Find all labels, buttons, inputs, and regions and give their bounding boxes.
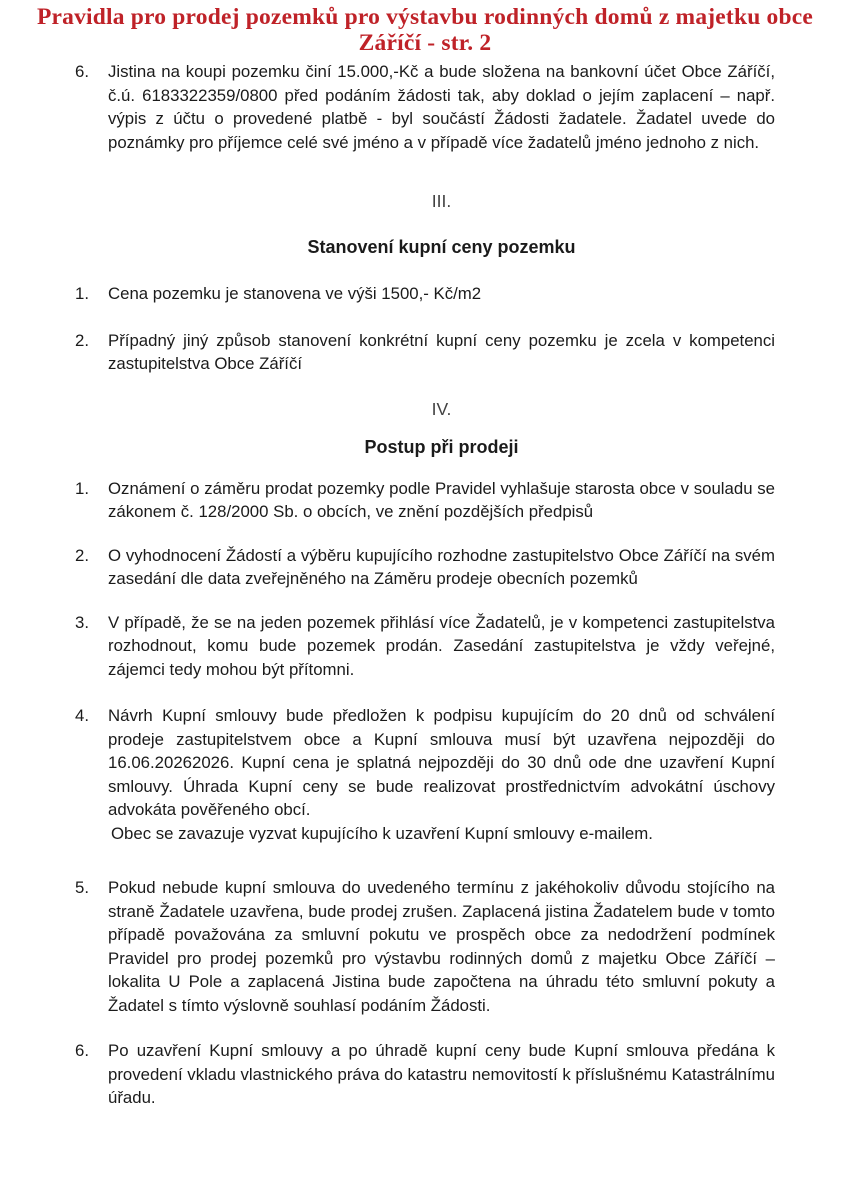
list-item-iv-5 bbox=[75, 876, 775, 1017]
document-title bbox=[0, 4, 850, 56]
list-item-iv-6 bbox=[75, 1039, 775, 1110]
list-item-text: Návrh Kupní smlouvy bude předložen k podpisu kupujícím do 20 dnů od schválení prodeje zastupitelstvem obce a Kupní smlouva musí být uzavřena nejpozději do 16.06.20262026. Kupní cena je splatná nejpozději do 30 dnů ode dne uzavření Kupní smlouvy. Úhrada Kupní ceny se bude realizovat prostřednictvím advokátní úschovy advokáta pověřeného obcí. bbox=[108, 706, 775, 819]
list-item-number: 2. bbox=[75, 330, 89, 350]
list-item-iii-1 bbox=[75, 282, 775, 306]
list-item-number: 4. bbox=[75, 706, 89, 725]
document-title-line-1: Pravidla pro prodej pozemků pro výstavbu rodinných domů z majetku obce bbox=[36, 4, 814, 30]
section-iii-numeral: III. bbox=[431, 191, 452, 211]
list-item-text: Oznámení o záměru prodat pozemky podle Pravidel vyhlašuje starosta obce v souladu se zákonem č. 128/2000 Sb. o obcích, ve znění pozdějších předpisů bbox=[108, 478, 775, 521]
list-item-iv-3 bbox=[75, 611, 775, 682]
list-item-iv-4 bbox=[75, 704, 775, 845]
list-item-text: O vyhodnocení Žádostí a výběru kupujícího rozhodne zastupitelstvo Obce Záříčí na svém zasedání dle data zveřejněného na Záměru prodeje obecních pozemků bbox=[108, 545, 775, 588]
list-item-text: Jistina na koupi pozemku činí 15.000,-Kč a bude složena na bankovní účet Obce Záříčí, č.ú. 6183322359/0800 před podáním žádosti tak, aby doklad o jejím zaplacení – např. výpis z účtu o provedené platbě - byl součástí Žádosti žadatele. Žadatel uvede do poznámky pro příjemce celé své jméno a v případě více žadatelů jméno jednoho z nich. bbox=[108, 62, 775, 152]
list-item-number: 1. bbox=[75, 478, 89, 498]
list-item-number: 5. bbox=[75, 878, 89, 897]
section-iv-heading: Postup při prodeji bbox=[364, 437, 519, 457]
list-item-number: 1. bbox=[75, 284, 89, 303]
list-item-number: 2. bbox=[75, 545, 89, 565]
list-item-iv-1 bbox=[75, 477, 775, 524]
list-item-number: 6. bbox=[75, 1041, 89, 1060]
list-item-number: 6. bbox=[75, 62, 89, 81]
list-item-intro-6 bbox=[75, 60, 775, 154]
document-body bbox=[75, 60, 775, 1110]
document-title-line-2: Záříčí - str. 2 bbox=[358, 30, 492, 56]
list-item-iv-2 bbox=[75, 544, 775, 591]
list-item-iii-2 bbox=[75, 329, 775, 376]
list-item-text: Případný jiný způsob stanovení konkrétní kupní ceny pozemku je zcela v kompetenci zastupitelstva Obce Záříčí bbox=[108, 330, 775, 373]
list-item-number: 3. bbox=[75, 612, 89, 632]
list-item-text: Pokud nebude kupní smlouva do uvedeného termínu z jakéhokoliv důvodu stojícího na straně Žadatele uzavřena, bude prodej zrušen. Zaplacená jistina Žadatelem bude v tomto případě považována za smluvní pokutu ve prospěch obce za nedodržení podmínek Pravidel pro prodej pozemků pro výstavbu rodinných domů z majetku Obce Záříčí – lokalita U Pole a zaplacená Jistina bude započtena na úhradu této smluvní pokuty a Žadatel s tímto výslovně souhlasí podáním Žádosti. bbox=[108, 878, 775, 1015]
list-item-text: Po uzavření Kupní smlouvy a po úhradě kupní ceny bude Kupní smlouva předána k provedení vkladu vlastnického práva do katastru nemovitostí k příslušnému Katastrálnímu úřadu. bbox=[108, 1041, 775, 1107]
list-item-text: V případě, že se na jeden pozemek přihlásí více Žadatelů, je v kompetenci zastupitelstva rozhodnout, komu bude pozemek prodán. Zasedání zastupitelstva je vždy veřejné, zájemci tedy mohou být přítomni. bbox=[108, 612, 775, 679]
section-iii-heading: Stanovení kupní ceny pozemku bbox=[307, 236, 576, 257]
list-item-text: Cena pozemku je stanovena ve výši 1500,- Kč/m2 bbox=[108, 284, 482, 303]
list-item-note: Obec se zavazuje vyzvat kupujícího k uzavření Kupní smlouvy e-mailem. bbox=[111, 823, 653, 843]
section-iv-numeral: IV. bbox=[431, 398, 452, 419]
